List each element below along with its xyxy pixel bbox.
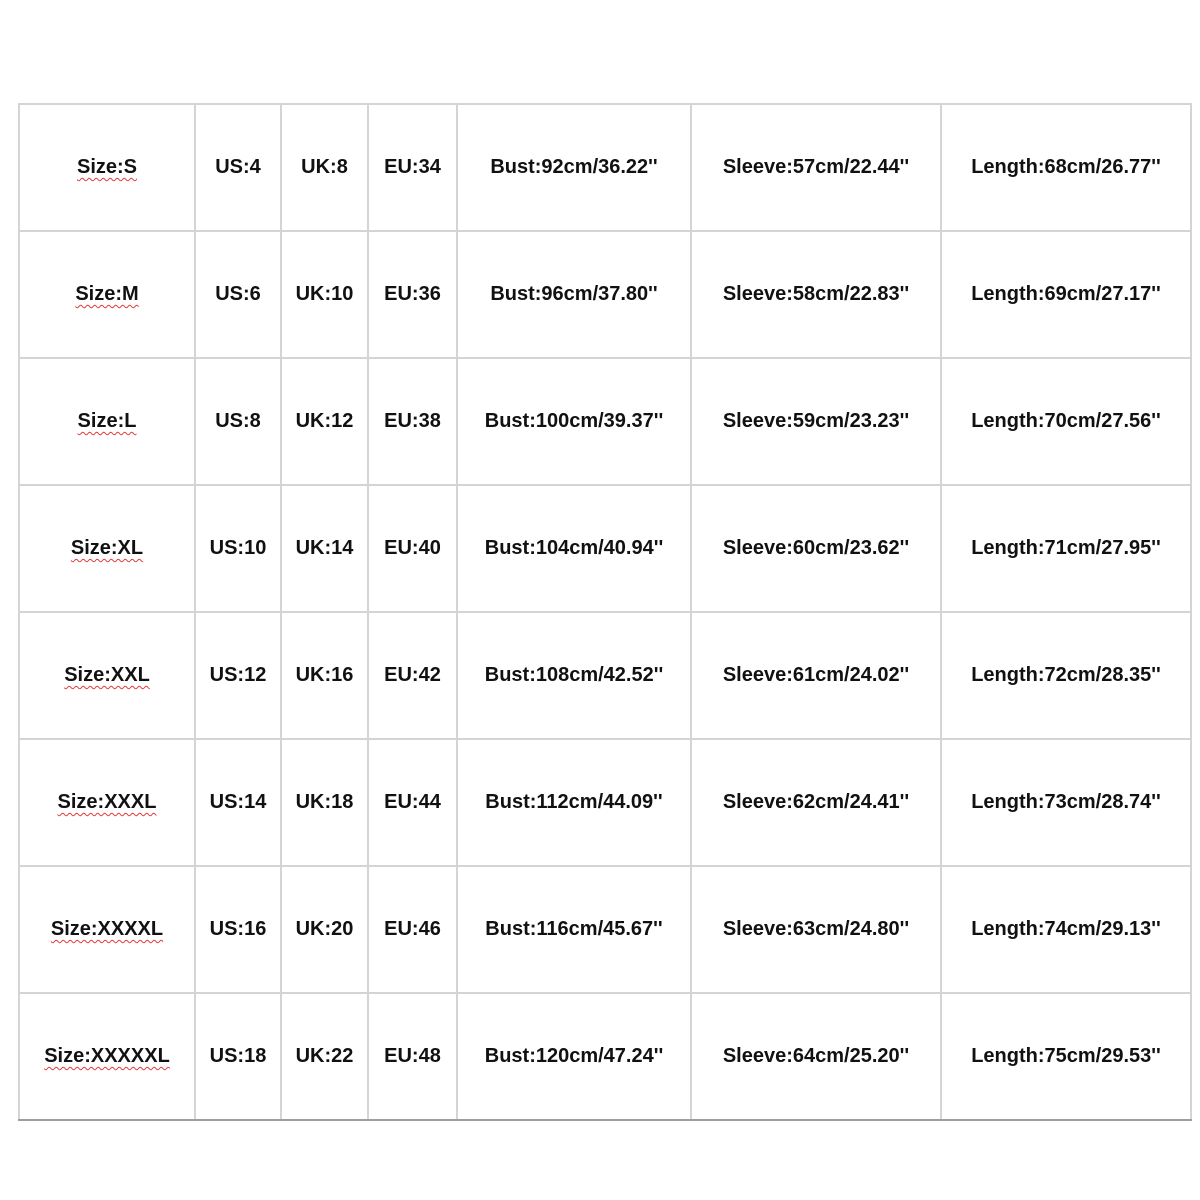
size-cell xyxy=(19,739,195,866)
table-row xyxy=(19,485,1191,612)
size-label: Size:XXXL xyxy=(57,791,157,813)
sleeve-cell: Sleeve:58cm/22.83'' xyxy=(691,231,941,358)
size-label: Size:M xyxy=(75,283,139,305)
size-cell xyxy=(19,612,195,739)
sleeve-cell: Sleeve:61cm/24.02'' xyxy=(691,612,941,739)
uk-size-cell: UK:20 xyxy=(281,866,368,993)
size-cell xyxy=(19,866,195,993)
table-row xyxy=(19,612,1191,739)
eu-size-cell: EU:36 xyxy=(368,231,457,358)
sleeve-cell: Sleeve:59cm/23.23'' xyxy=(691,358,941,485)
us-size-cell: US:14 xyxy=(195,739,281,866)
sleeve-cell: Sleeve:63cm/24.80'' xyxy=(691,866,941,993)
table-row xyxy=(19,104,1191,231)
uk-size-cell: UK:8 xyxy=(281,104,368,231)
eu-size-cell: EU:44 xyxy=(368,739,457,866)
bust-cell: Bust:108cm/42.52'' xyxy=(457,612,691,739)
uk-size-cell: UK:18 xyxy=(281,739,368,866)
uk-size-cell: UK:16 xyxy=(281,612,368,739)
size-cell xyxy=(19,104,195,231)
eu-size-cell: EU:46 xyxy=(368,866,457,993)
size-cell xyxy=(19,358,195,485)
table-row xyxy=(19,993,1191,1120)
sleeve-cell: Sleeve:62cm/24.41'' xyxy=(691,739,941,866)
size-label: Size:XXXXL xyxy=(50,918,164,940)
us-size-cell: US:8 xyxy=(195,358,281,485)
us-size-cell: US:18 xyxy=(195,993,281,1120)
length-cell: Length:74cm/29.13'' xyxy=(941,866,1191,993)
us-size-cell: US:16 xyxy=(195,866,281,993)
bust-cell: Bust:92cm/36.22'' xyxy=(457,104,691,231)
length-cell: Length:75cm/29.53'' xyxy=(941,993,1191,1120)
uk-size-cell: UK:14 xyxy=(281,485,368,612)
size-cell xyxy=(19,485,195,612)
table-row xyxy=(19,358,1191,485)
length-cell: Length:70cm/27.56'' xyxy=(941,358,1191,485)
table-row xyxy=(19,739,1191,866)
uk-size-cell: UK:12 xyxy=(281,358,368,485)
size-label: Size:S xyxy=(76,156,138,178)
eu-size-cell: EU:48 xyxy=(368,993,457,1120)
sleeve-cell: Sleeve:64cm/25.20'' xyxy=(691,993,941,1120)
uk-size-cell: UK:10 xyxy=(281,231,368,358)
size-label: Size:XXL xyxy=(64,664,150,686)
bust-cell: Bust:112cm/44.09'' xyxy=(457,739,691,866)
us-size-cell: US:4 xyxy=(195,104,281,231)
us-size-cell: US:6 xyxy=(195,231,281,358)
bust-cell: Bust:120cm/47.24'' xyxy=(457,993,691,1120)
size-cell xyxy=(19,993,195,1120)
eu-size-cell: EU:40 xyxy=(368,485,457,612)
eu-size-cell: EU:34 xyxy=(368,104,457,231)
size-label: Size:XL xyxy=(70,537,144,559)
sleeve-cell: Sleeve:57cm/22.44'' xyxy=(691,104,941,231)
eu-size-cell: EU:42 xyxy=(368,612,457,739)
length-cell: Length:71cm/27.95'' xyxy=(941,485,1191,612)
size-chart-table xyxy=(18,103,1192,1121)
size-cell xyxy=(19,231,195,358)
table-row xyxy=(19,866,1191,993)
bust-cell: Bust:116cm/45.67'' xyxy=(457,866,691,993)
uk-size-cell: UK:22 xyxy=(281,993,368,1120)
bust-cell: Bust:104cm/40.94'' xyxy=(457,485,691,612)
table-row xyxy=(19,231,1191,358)
size-label: Size:L xyxy=(77,410,137,432)
us-size-cell: US:10 xyxy=(195,485,281,612)
size-chart-body xyxy=(19,104,1191,1120)
bust-cell: Bust:100cm/39.37'' xyxy=(457,358,691,485)
length-cell: Length:68cm/26.77'' xyxy=(941,104,1191,231)
sleeve-cell: Sleeve:60cm/23.62'' xyxy=(691,485,941,612)
us-size-cell: US:12 xyxy=(195,612,281,739)
length-cell: Length:72cm/28.35'' xyxy=(941,612,1191,739)
length-cell: Length:69cm/27.17'' xyxy=(941,231,1191,358)
eu-size-cell: EU:38 xyxy=(368,358,457,485)
size-label: Size:XXXXXL xyxy=(44,1045,170,1067)
length-cell: Length:73cm/28.74'' xyxy=(941,739,1191,866)
bust-cell: Bust:96cm/37.80'' xyxy=(457,231,691,358)
